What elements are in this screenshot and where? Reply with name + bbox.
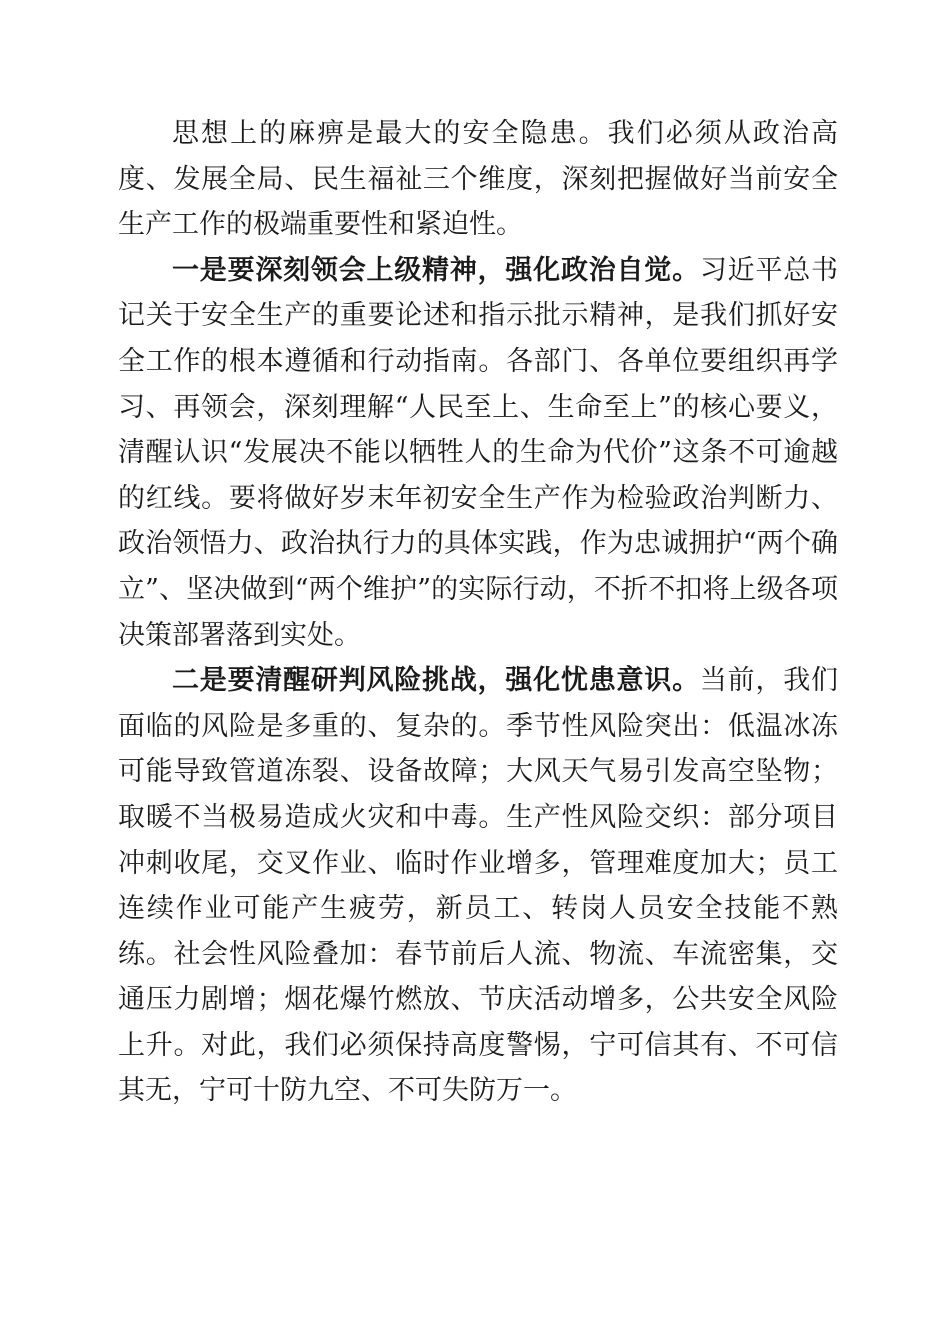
paragraph-point-one: [118, 248, 838, 658]
paragraph-lead: 二是要清醒研判风险挑战，强化忧患意识。: [172, 665, 700, 697]
paragraph-body: 思想上的麻痹是最大的安全隐患。我们必须从政治高度、发展全局、民生福祉三个维度，深刻把握做好当前安全生产工作的极端重要性和紧迫性。: [118, 118, 838, 241]
document-page: [118, 111, 838, 1114]
paragraph-point-two: [118, 658, 838, 1114]
paragraph-intro: [118, 111, 838, 248]
paragraph-body: 当前，我们面临的风险是多重的、复杂的。季节性风险突出：低温冰冻可能导致管道冻裂、设备故障；大风天气易引发高空坠物；取暖不当极易造成火灾和中毒。生产性风险交织：部分项目冲刺收尾，交叉作业、临时作业增多，管理难度加大；员工连续作业可能产生疲劳，新员工、转岗人员安全技能不熟练。社会性风险叠加：春节前后人流、物流、车流密集，交通压力剧增；烟花爆竹燃放、节庆活动增多，公共安全风险上升。对此，我们必须保持高度警惕，宁可信其有、不可信其无，宁可十防九空、不可失防万一。: [118, 665, 839, 1107]
paragraph-lead: 一是要深刻领会上级精神，强化政治自觉。: [172, 254, 700, 286]
paragraph-body: 习近平总书记关于安全生产的重要论述和指示批示精神，是我们抓好安全工作的根本遵循和行动指南。各部门、各单位要组织再学习、再领会，深刻理解“人民至上、生命至上”的核心要义，清醒认识“发展决不能以牺牲人的生命为代价”这条不可逾越的红线。要将做好岁末年初安全生产作为检验政治判断力、政治领悟力、政治执行力的具体实践，作为忠诚拥护“两个确立”、坚决做到“两个维护”的实际行动，不折不扣将上级各项决策部署落到实处。: [118, 254, 839, 651]
